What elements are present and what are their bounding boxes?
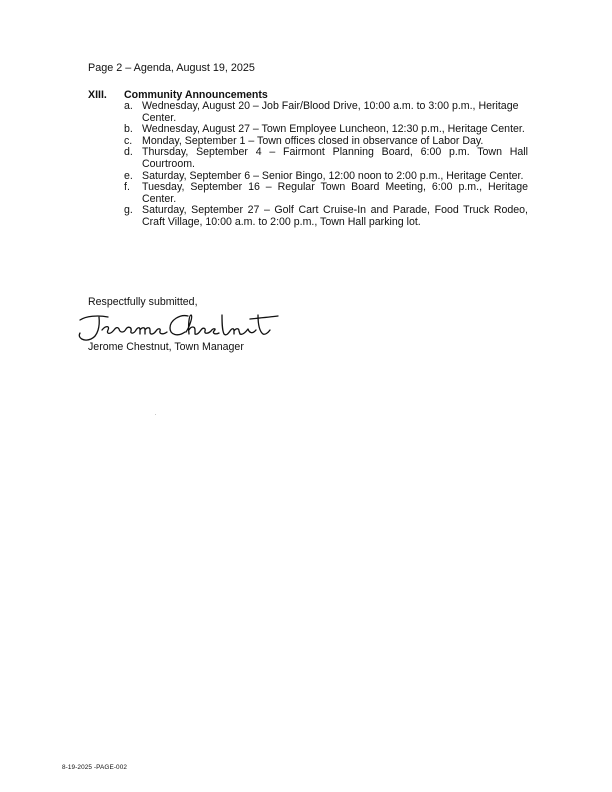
scan-speck <box>155 414 156 415</box>
signer-name: Jerome Chestnut, Town Manager <box>88 341 244 353</box>
item-text: Saturday, September 27 – Golf Cart Cruise-In and Parade, Food Truck Rodeo, Craft Village, 10:00 a.m. to 2:00 p.m., Town Hall parking lot. <box>142 204 528 228</box>
section-number: XIII. <box>88 89 107 101</box>
page-header: Page 2 – Agenda, August 19, 2025 <box>88 62 255 74</box>
item-letter: a. <box>124 100 133 112</box>
page-footer-stamp: 8-19-2025 -PAGE-002 <box>62 764 128 771</box>
announcement-item <box>88 182 528 205</box>
item-letter: f. <box>124 181 130 194</box>
announcement-item <box>88 147 528 170</box>
item-letter: g. <box>124 204 133 217</box>
community-announcements-section <box>88 89 528 229</box>
item-text: Thursday, September 4 – Fairmont Planning Board, 6:00 p.m. Town Hall Courtroom. <box>142 146 528 170</box>
announcement-item <box>88 205 528 228</box>
item-text: Monday, September 1 – Town offices closed in observance of Labor Day. <box>142 134 484 147</box>
announcement-list <box>88 101 528 229</box>
item-text: Wednesday, August 27 – Town Employee Luncheon, 12:30 p.m., Heritage Center. <box>142 123 525 136</box>
handwritten-signature <box>72 306 282 346</box>
announcement-item <box>88 101 528 124</box>
item-text-continued: Center. <box>142 111 177 124</box>
closing-text: Respectfully submitted, <box>88 296 198 308</box>
item-letter: c. <box>124 134 133 147</box>
item-text: Tuesday, September 16 – Regular Town Board Meeting, 6:00 p.m., Heritage Center. <box>142 181 528 205</box>
item-text: Wednesday, August 20 – Job Fair/Blood Drive, 10:00 a.m. to 3:00 p.m., Heritage <box>142 100 519 112</box>
item-letter: e. <box>124 169 133 182</box>
item-text: Saturday, September 6 – Senior Bingo, 12:00 noon to 2:00 p.m., Heritage Center. <box>142 169 524 182</box>
item-letter: d. <box>124 146 133 159</box>
section-title: Community Announcements <box>124 89 268 101</box>
item-letter: b. <box>124 123 133 136</box>
